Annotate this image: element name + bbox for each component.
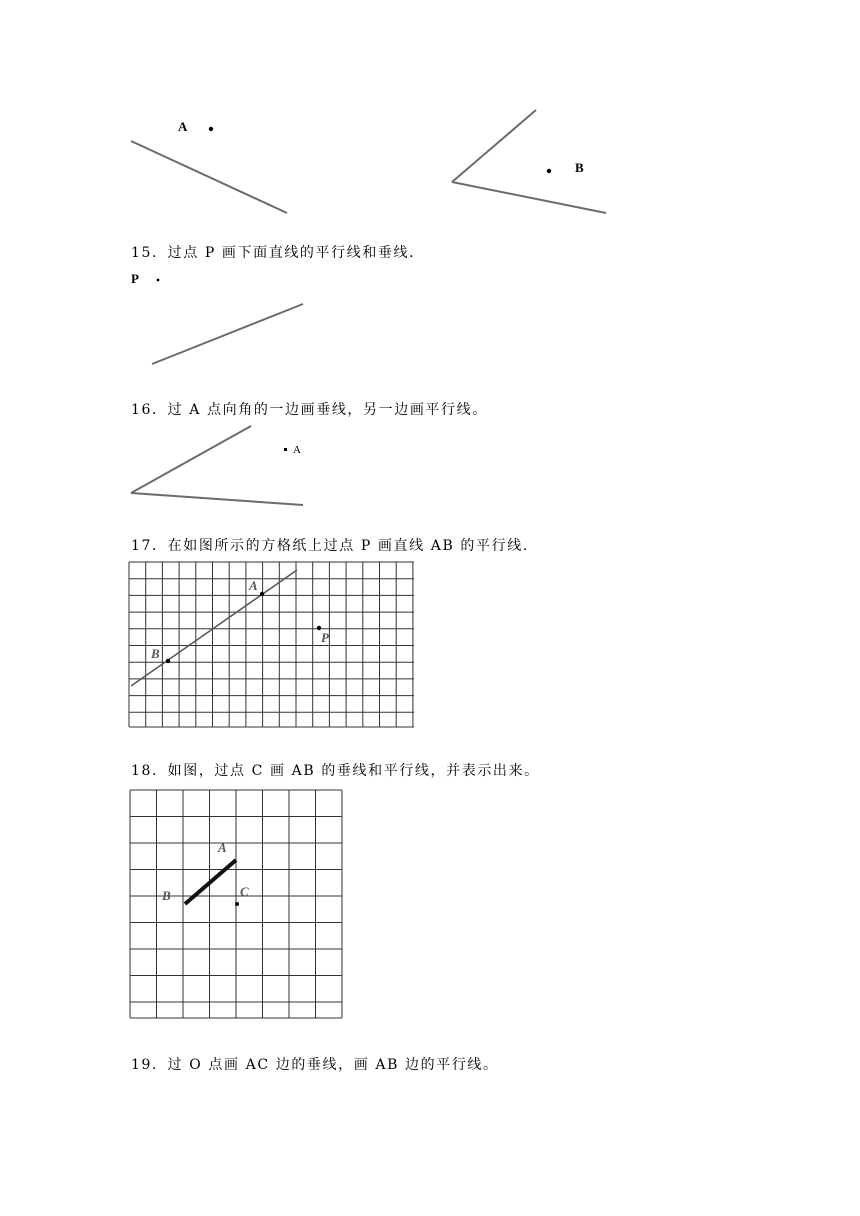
point-a17-dot [260,592,264,596]
grid-18 [130,790,344,1020]
point-b17-dot [166,659,170,663]
point-a-label: A [178,119,188,134]
segment-ab-18 [185,860,236,904]
point-c18-dot [235,902,239,906]
grid-17-lines [129,562,414,727]
point-a16-label: A [293,444,301,456]
angle16-ray-upper [131,426,251,493]
question-17-text: 17．在如图所示的方格纸上过点 P 画直线 AB 的平行线． [131,538,539,554]
label-a17: A [249,578,258,593]
point-b-label: B [575,160,584,175]
label-b18: B [162,888,171,903]
line-ab-17 [131,570,297,686]
angle16-ray-lower [131,493,303,505]
point-p-label: P [131,271,139,286]
label-c18: C [240,884,249,899]
question-19-text: 19．过 O 点画 AC 边的垂线，画 AB 边的平行线。 [131,1057,499,1073]
label-b17: B [151,646,160,661]
label-p17: P [321,630,329,645]
point-a16-dot [284,448,287,451]
label-a18: A [218,840,227,855]
grid-17 [129,562,415,728]
question-15-text: 15．过点 P 画下面直线的平行线和垂线． [131,245,425,261]
question-18-text: 18．如图，过点 C 画 AB 的垂线和平行线，并表示出来。 [131,763,540,779]
question-16-text: 16．过 A 点向角的一边画垂线，另一边画平行线。 [131,402,488,418]
figure-16 [0,0,860,520]
